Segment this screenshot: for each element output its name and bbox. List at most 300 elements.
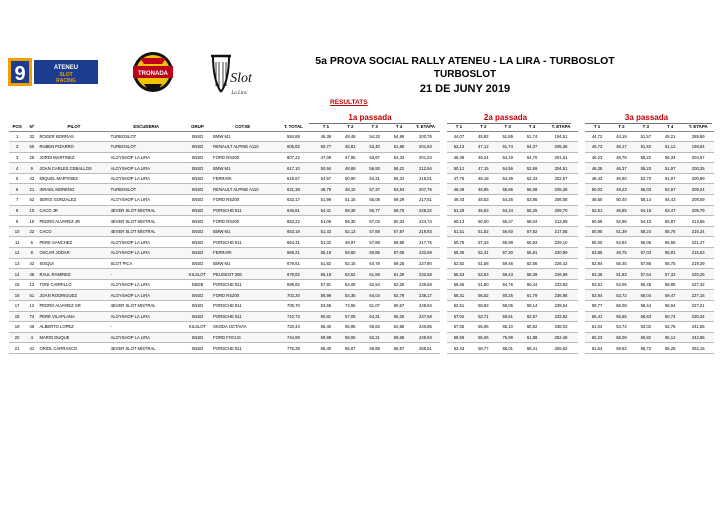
cell-p1-etapa: 201,93 [411,142,439,153]
cell-pos: 17 [9,301,25,312]
cell-p2-t2: 51,80 [471,279,495,290]
cell-p3-t3: 65,72 [634,343,658,354]
table-row [9,290,714,301]
cell-p3-etapa: 200,25 [682,163,714,174]
cell-p3-t1: 59,77 [585,301,609,312]
cell-p1-t2: 59,60 [338,248,362,259]
cell-p3-t3: 54,13 [634,216,658,227]
cell-escuderia: 4EVER SLOT MISTRAL [110,301,183,312]
cell-p3-t4: 65,12 [658,332,682,343]
column-gap [578,173,585,184]
column-gap [440,290,447,301]
cell-p2-t4: 55,25 [520,205,544,216]
cell-p2-t3: 54,34 [496,205,520,216]
table-row [9,195,714,206]
column-gap [440,248,447,259]
cell-num: 6 [25,237,38,248]
cell-cotxe: PORSCHE 911 [212,205,273,216]
col-p2-t2: T 2 [471,123,495,131]
cell-p1-t1: 56,99 [314,290,338,301]
cell-pos: 6 [9,184,25,195]
cell-total: 807,22 [273,152,314,163]
cell-pos: 15 [9,279,25,290]
cell-p2-t2: 46,95 [471,184,495,195]
cell-p2-t3: 56,60 [496,226,520,237]
cell-pilot: CACO JR [38,205,109,216]
cell-cotxe: RENAULT ALPINE A110 [212,142,273,153]
cell-p2-etapa: 229,10 [544,237,578,248]
cell-p1-etapa: 227,80 [411,258,439,269]
pass-2-heading: 2a passada [483,113,528,122]
cell-p3-t2: 52,96 [609,216,633,227]
column-gap [578,184,585,195]
cell-p1-t3: 53,67 [362,152,386,163]
column-gap [578,301,585,312]
cell-p2-t3: 57,30 [496,248,520,259]
column-gap [578,142,585,153]
cell-p1-t2: 52,13 [338,226,362,237]
cell-p3-t1: 53,51 [585,279,609,290]
cell-p1-etapa: 224,74 [411,216,439,227]
cell-p2-t3: 54,19 [496,152,520,163]
cell-pilot: RAUL RAMIREZ [38,269,109,280]
table-row [9,216,714,227]
cell-num: 42 [25,258,38,269]
cell-p1-t2: 54,35 [338,290,362,301]
cell-p2-etapa: 206,08 [544,195,578,206]
cell-grup: SNSD [183,173,212,184]
cell-pilot: ORIOL CARRASCO [38,343,109,354]
cell-p1-t1: 51,82 [314,258,338,269]
cell-p3-etapa: 204,57 [682,152,714,163]
cell-p1-t3: 54,33 [362,131,386,142]
col-cotxe: COTXE [212,123,273,131]
cell-p3-t4: 61,12 [658,142,682,153]
cell-pos: 13 [9,258,25,269]
table-row [9,269,714,280]
cell-p1-t3: 57,04 [362,216,386,227]
table-row [9,163,714,174]
column-gap [440,343,447,354]
cell-grup: SNSD [183,131,212,142]
cell-p3-t2: 53,72 [609,290,633,301]
table-row [9,226,714,237]
cell-p1-t4: 65,26 [387,311,411,322]
cell-p1-t1: 51,43 [314,226,338,237]
svg-text:SLOT: SLOT [59,72,73,78]
cell-cotxe: PORSCHE 911 [212,311,273,322]
cell-grup: SNSD [183,290,212,301]
cell-escuderia: ALOYSHOP LA LIRA [110,152,183,163]
cell-p2-etapa: 204,51 [544,163,578,174]
svg-text:RACING: RACING [56,78,76,84]
cell-p3-t1: 46,72 [585,142,609,153]
cell-p2-t2: 55,06 [471,332,495,343]
col-p1-t4: T 4 [387,123,411,131]
column-gap [578,131,585,142]
cell-pos: 21 [9,343,25,354]
cell-pos: 5 [9,173,25,184]
cell-p3-etapa: 213,65 [682,216,714,227]
cell-p1-t2: 48,48 [338,131,362,142]
cell-p2-t3: 51,89 [496,131,520,142]
cell-num: 48 [25,269,38,280]
cell-p3-t3: 52,70 [634,173,658,184]
cell-pos: 20 [9,332,25,343]
cell-p3-etapa: 208,24 [682,184,714,195]
cell-grup: SNSD [183,205,212,216]
cell-p3-t4: 58,94 [658,301,682,312]
cell-pilot: OSCAR JODAR [38,248,109,259]
cell-grup: SNSD [183,332,212,343]
cell-p3-t4: 55,91 [658,248,682,259]
cell-p1-etapa: 217,75 [411,237,439,248]
cell-p3-t2: 51,83 [609,269,633,280]
svg-text:Slot: Slot [230,71,252,86]
cell-p2-t3: 59,46 [496,258,520,269]
cell-p2-t3: 64,76 [496,279,520,290]
cell-p2-t4: 60,44 [520,279,544,290]
cell-pos: 1 [9,131,25,142]
cell-p1-t3: 57,88 [362,237,386,248]
cell-total: 653,18 [273,226,314,237]
cell-num: 52 [25,195,38,206]
cell-p3-etapa: 200,99 [682,173,714,184]
cell-p1-t1: 54,57 [314,173,338,184]
cell-escuderia: ALOYSHOP LA LIRA [110,248,183,259]
cell-p3-etapa: 252,15 [682,343,714,354]
cell-p1-etapa: 207,76 [411,184,439,195]
cell-p2-t4: 60,82 [520,322,544,333]
cell-grup: SNSD [183,184,212,195]
cell-p3-t2: 51,39 [609,226,633,237]
cell-escuderia: TURBOSLOT [110,131,183,142]
cell-p3-t1: 61,04 [585,322,609,333]
cell-p1-t1: 51,99 [314,195,338,206]
cell-p1-t4: 56,22 [387,163,411,174]
cell-p1-t3: 55,08 [362,195,386,206]
cell-total: 664,31 [273,237,314,248]
cell-p2-t4: 53,86 [520,195,544,206]
cell-p2-t1: 57,02 [447,311,471,322]
table-row [9,184,714,195]
cell-pos: 14 [9,269,25,280]
cell-p3-t2: 49,23 [609,184,633,195]
cell-total: 679,82 [273,269,314,280]
cell-grup: SNSD [183,226,212,237]
cell-cotxe: PORSCHE 911 [212,301,273,312]
cell-p1-t1: 57,91 [314,279,338,290]
cell-p3-t2: 54,84 [609,237,633,248]
cell-grup: SNSD [183,343,212,354]
cell-cotxe: FERRARI [212,173,273,184]
cell-p1-t3: 64,78 [362,258,386,269]
cell-total: 618,67 [273,173,314,184]
cell-p2-t3: 65,10 [496,322,520,333]
cell-p2-etapa: 213,69 [544,216,578,227]
column-gap [578,311,585,322]
cell-p2-etapa: 236,86 [544,290,578,301]
cell-escuderia: ALOYSHOP LA LIRA [110,173,183,184]
cell-grup: SNSD [183,195,212,206]
cell-p3-t3: 60,04 [634,290,658,301]
cell-p1-t2: 52,15 [338,258,362,269]
column-gap [578,279,585,290]
cell-p1-t3: 61,07 [362,301,386,312]
cell-escuderia: - [110,322,183,333]
cell-p1-t4: 61,29 [387,269,411,280]
cell-p3-t4: 62,76 [658,322,682,333]
cell-p2-t2: 58,83 [471,301,495,312]
table-row [9,301,714,312]
cell-p2-t3: 66,01 [496,343,520,354]
column-gap [578,258,585,269]
cell-p1-t4: 60,67 [387,301,411,312]
cell-p2-etapa: 232,82 [544,311,578,322]
cell-total: 621,38 [273,184,314,195]
cell-total: 652,22 [273,216,314,227]
cell-p1-t4: 58,76 [387,205,411,216]
cell-pilot: RUBEN PIZARRO [38,142,109,153]
cell-grup: SNSD [183,248,212,259]
column-gap [578,269,585,280]
cell-pilot: PERE SANCHEZ [38,237,109,248]
cell-p1-t3: 64,31 [362,311,386,322]
cell-p3-t4: 55,58 [658,237,682,248]
cell-p2-etapa: 201,61 [544,152,578,163]
cell-p2-etapa: 252,48 [544,332,578,343]
cell-num: 12 [25,301,38,312]
cell-pos: 9 [9,216,25,227]
cell-p2-t1: 51,51 [447,226,471,237]
cell-p3-t3: 55,03 [634,184,658,195]
cell-num: 43 [25,173,38,184]
cell-p2-t1: 52,82 [447,258,471,269]
cell-p3-t1: 52,51 [585,205,609,216]
cell-p3-t4: 55,76 [658,226,682,237]
cell-escuderia: TURBOSLOT [110,142,183,153]
la-lira-slot-logo [203,48,253,98]
cell-p1-t3: 60,85 [362,248,386,259]
cell-cotxe: FORD RS200 [212,195,273,206]
cell-p3-t1: 48,43 [585,173,609,184]
cell-p3-t3: 58,63 [634,311,658,322]
cell-p2-t3: 55,86 [496,184,520,195]
ateneu-number: 9 [14,63,26,85]
cell-p3-t1: 61,54 [585,343,609,354]
cell-p3-etapa: 227,42 [682,279,714,290]
cell-p2-etapa: 233,83 [544,279,578,290]
cell-p1-t3: 64,04 [362,290,386,301]
cell-p3-etapa: 208,59 [682,195,714,206]
cell-p1-t3: 54,21 [362,173,386,184]
cell-total: 584,89 [273,131,314,142]
cell-p2-t1: 49,43 [447,195,471,206]
cell-p3-etapa: 215,53 [682,248,714,259]
col-p1-t3: T 3 [362,123,386,131]
cell-p2-etapa: 194,51 [544,131,578,142]
cell-p2-t2: 53,63 [471,269,495,280]
column-gap [440,269,447,280]
column-gap [578,205,585,216]
column-gap [440,258,447,269]
cell-p2-t3: 51,74 [496,142,520,153]
cell-p1-t4: 59,29 [387,195,411,206]
cell-p3-etapa: 216,24 [682,226,714,237]
cell-p3-t4: 51,97 [658,173,682,184]
cell-p1-t3: 57,69 [362,226,386,237]
cell-p2-t4: 62,56 [520,258,544,269]
cell-p1-t1: 47,09 [314,152,338,163]
column-gap [440,216,447,227]
table-row [9,205,714,216]
cell-p2-t1: 55,53 [447,269,471,280]
cell-pos: 10 [9,226,25,237]
cell-p2-t1: 52,51 [447,301,471,312]
col-p1-t2: T 2 [338,123,362,131]
table-row [9,279,714,290]
cell-p2-t2: 51,52 [471,226,495,237]
cell-p2-etapa: 228,54 [544,301,578,312]
cell-total: 606,82 [273,142,314,153]
cell-num: 74 [25,311,38,322]
cell-pos: 16 [9,290,25,301]
cell-escuderia: TURBOSLOT [110,184,183,195]
cell-p3-etapa: 219,39 [682,258,714,269]
cell-p1-etapa: 219,93 [411,226,439,237]
cell-p1-t1: 56,18 [314,269,338,280]
svg-text:TRONADA: TRONADA [138,71,168,77]
column-gap [440,184,447,195]
cell-p3-t2: 54,74 [609,322,633,333]
cell-pilot: PERE VILAPLANA [38,311,109,322]
cell-p1-t4: 62,25 [387,279,411,290]
cell-p3-t1: 50,02 [585,184,609,195]
cell-pilot: ROGER BORRAS [38,131,109,142]
cell-escuderia: 4EVER SLOT MISTRAL [110,343,183,354]
cell-p2-t2: 46,24 [471,152,495,163]
cell-p3-etapa: 230,34 [682,311,714,322]
table-row [9,237,714,248]
cell-p3-etapa: 227,21 [682,301,714,312]
cell-grup: KILSLOT [183,322,212,333]
cell-p2-t3: 55,37 [496,216,520,227]
cell-pos: 2 [9,142,25,153]
cell-total: 679,61 [273,258,314,269]
cell-total: 632,17 [273,195,314,206]
cell-p3-t1: 53,94 [585,290,609,301]
col-pos: POS [9,123,25,131]
cell-p3-etapa: 242,66 [682,332,714,343]
cell-p1-t3: 62,54 [362,279,386,290]
cell-pilot: MARIO DUQUE [38,332,109,343]
cell-escuderia: 4EVER SLOT MISTRAL [110,226,183,237]
cell-p3-t3: 57,64 [634,269,658,280]
column-gap [578,290,585,301]
cell-p2-t2: 58,77 [471,343,495,354]
cell-p2-t2: 46,83 [471,205,495,216]
cell-p1-t2: 58,38 [338,205,362,216]
column-gap [578,332,585,343]
column-gap [440,195,447,206]
cell-pilot: ALBERTO LOPEZ [38,322,109,333]
cell-p1-t4: 69,68 [387,332,411,343]
column-gap [578,195,585,206]
cell-p2-etapa: 226,99 [544,269,578,280]
cell-grup: SNSD [183,301,212,312]
cell-num: 46 [25,322,38,333]
cell-p1-etapa: 212,94 [411,163,439,174]
cell-p1-etapa: 232,58 [411,269,439,280]
cell-pos: 11 [9,237,25,248]
cell-p3-etapa: 220,25 [682,269,714,280]
cell-p3-t3: 55,23 [634,163,658,174]
cell-p1-t1: 50,94 [314,163,338,174]
column-gap [440,301,447,312]
cell-p2-t4: 52,43 [520,173,544,184]
cell-p1-t3: 62,21 [362,332,386,343]
cell-p2-t1: 55,35 [447,248,471,259]
cell-p3-t1: 48,28 [585,163,609,174]
cell-total: 705,70 [273,301,314,312]
cell-p1-t1: 55,18 [314,248,338,259]
cell-p2-t3: 59,43 [496,269,520,280]
cell-p1-etapa: 240,86 [411,322,439,333]
cell-p2-t2: 48,53 [471,195,495,206]
cell-p3-t3: 56,05 [634,237,658,248]
cell-grup: KILSLOT [183,269,212,280]
col-pilot: PILOT [38,123,109,131]
cell-grup: SNSD [183,311,212,322]
cell-p2-etapa: 220,99 [544,248,578,259]
cell-p2-t1: 57,05 [447,322,471,333]
cell-p2-t3: 60,25 [496,290,520,301]
cell-p3-t4: 65,28 [658,343,682,354]
cell-p2-t4: 51,74 [520,131,544,142]
cell-p3-t3: 57,03 [634,248,658,259]
cell-p3-t4: 53,47 [658,205,682,216]
cell-p1-etapa: 201,04 [411,152,439,163]
cell-p2-t2: 56,52 [471,290,495,301]
cell-p2-t1: 47,75 [447,173,471,184]
cell-p1-t3: 56,93 [362,163,386,174]
cell-num: 25 [25,152,38,163]
cell-p3-t2: 48,75 [609,248,633,259]
cell-p1-t2: 56,30 [338,216,362,227]
cell-p2-t1: 56,65 [447,279,471,290]
cell-num: 22 [25,226,38,237]
cell-pos: 8 [9,205,25,216]
cell-p1-t2: 65,67 [338,343,362,354]
cell-grup: SNSD [183,152,212,163]
cell-escuderia: ALOYSHOP LA LIRA [110,237,183,248]
cell-p3-etapa: 241,55 [682,322,714,333]
cell-pos: 7 [9,195,25,206]
cell-p2-t3: 75,99 [496,332,520,343]
cell-grup: SNSD [183,237,212,248]
cell-p3-t2: 46,90 [609,173,633,184]
column-gap [440,311,447,322]
col-total: T. TOTAL [273,123,314,131]
cell-p1-t1: 48,75 [314,184,338,195]
cell-pilot: JOAN CARLES CEBALLOS [38,163,109,174]
cell-p2-etapa: 205,38 [544,184,578,195]
col-escuderia: ESCUDERIA [110,123,183,131]
cell-p3-t3: 51,52 [634,142,658,153]
cell-p3-etapa: 227,16 [682,290,714,301]
col-p2-t4: T 4 [520,123,544,131]
cell-p3-t3: 54,16 [634,205,658,216]
